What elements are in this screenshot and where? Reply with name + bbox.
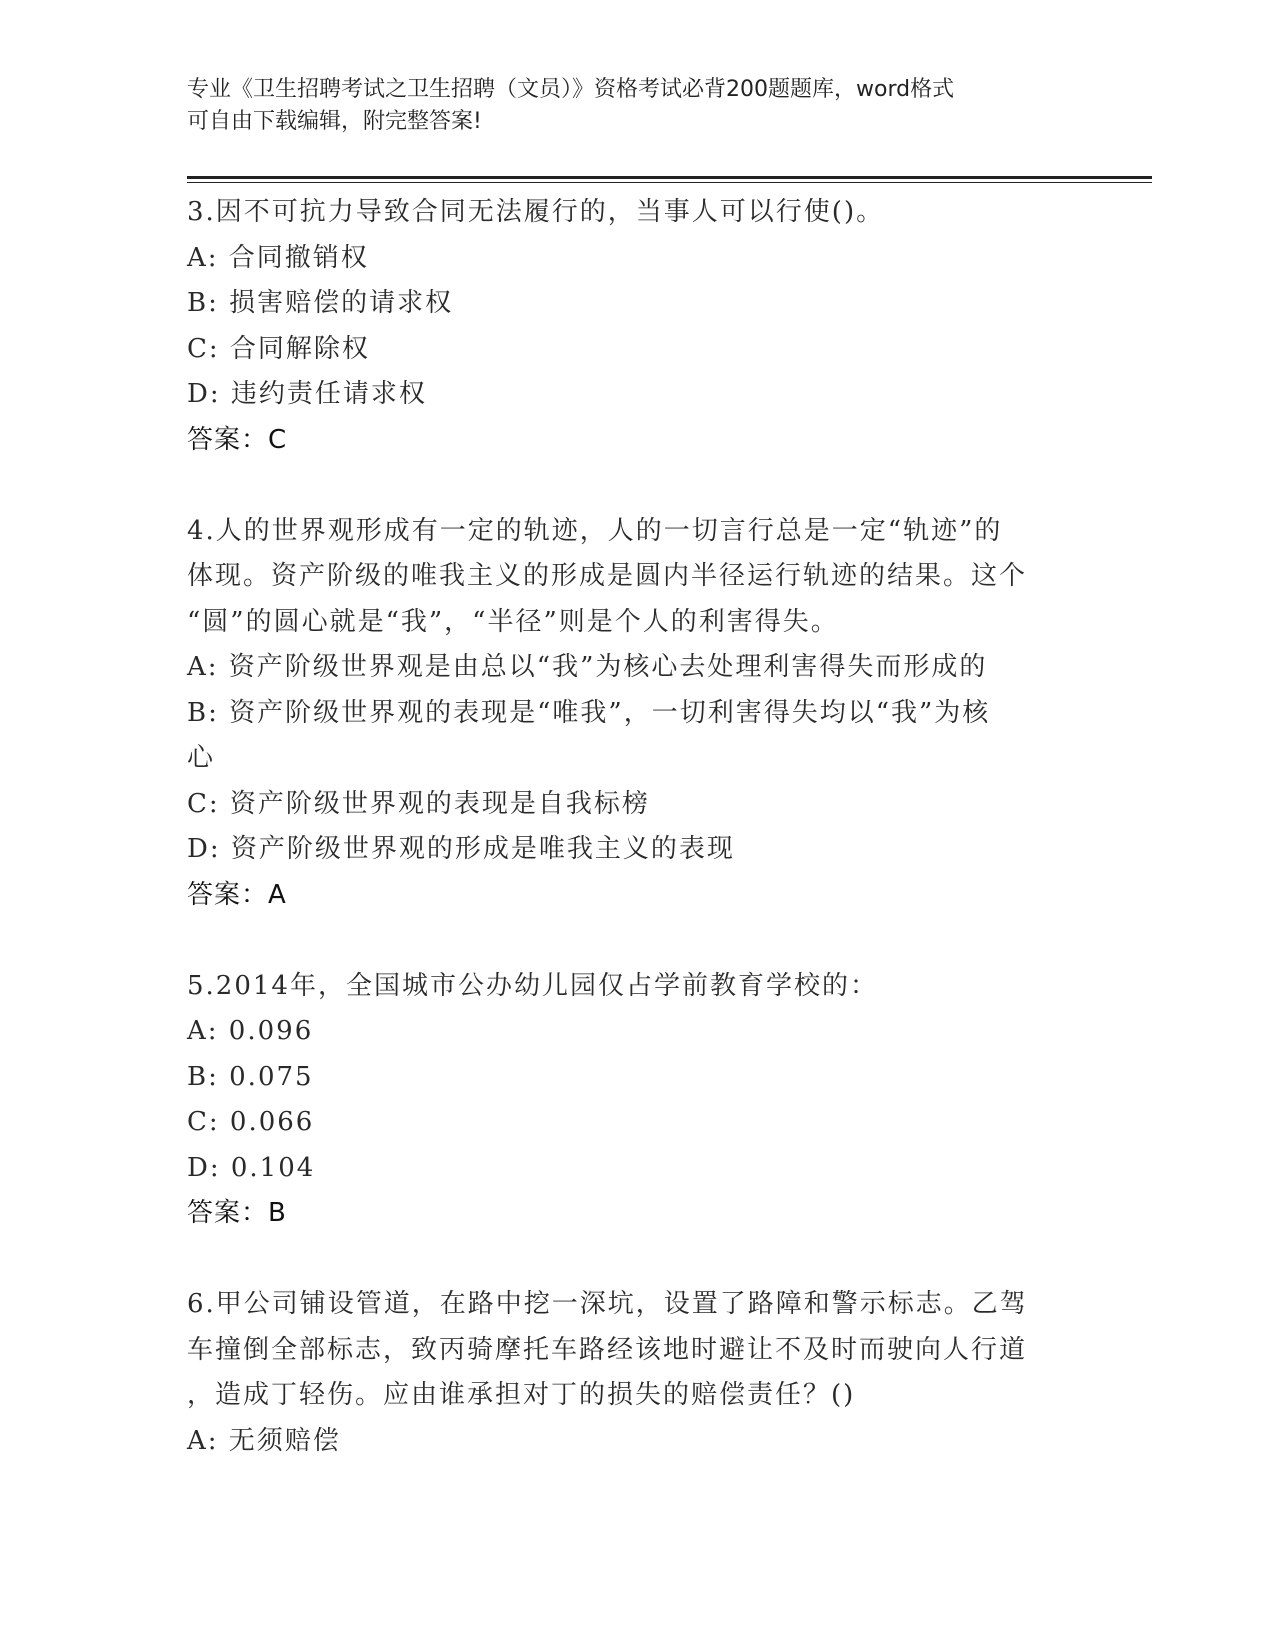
- option-c: C: 资产阶级世界观的表现是自我标榜: [187, 788, 650, 819]
- option-b: B: 资产阶级世界观的表现是“唯我”，一切利害得失均以“我”为核: [187, 697, 991, 728]
- question-stem-line: “圆”的圆心就是“我”，“半径”则是个人的利害得失。: [187, 606, 839, 637]
- question-3: [187, 190, 1067, 463]
- option-b-continued: 心: [187, 743, 216, 773]
- option-a: A: 0.096: [187, 1016, 314, 1046]
- answer-label: 答案：A: [187, 879, 287, 910]
- question-stem-line: 6.甲公司铺设管道，在路中挖一深坑，设置了路障和警示标志。乙驾: [187, 1289, 1028, 1319]
- question-6: [187, 1282, 1067, 1464]
- option-c: C: 0.066: [187, 1107, 315, 1137]
- option-a: A: 无须赔偿: [187, 1425, 341, 1456]
- question-5: [187, 964, 1067, 1237]
- header-title-line-2: 可自由下载编辑，附完整答案!: [187, 109, 482, 134]
- option-b: B: 0.075: [187, 1061, 314, 1092]
- question-stem-line: 4.人的世界观形成有一定的轨迹，人的一切言行总是一定“轨迹”的: [187, 515, 1003, 546]
- header-divider-thin: [187, 182, 1152, 183]
- question-stem: 3.因不可抗力导致合同无法履行的，当事人可以行使()。: [187, 197, 885, 227]
- option-d: D: 违约责任请求权: [187, 379, 427, 409]
- question-4: [187, 509, 1067, 919]
- option-c: C: 合同解除权: [187, 333, 370, 364]
- option-d: D: 资产阶级世界观的形成是唯我主义的表现: [187, 834, 735, 864]
- question-spacer: [187, 1237, 1067, 1283]
- header-title-line-1: 专业《卫生招聘考试之卫生招聘（文员）》资格考试必背200题题库，word格式: [187, 77, 955, 102]
- question-stem-line: 体现。资产阶级的唯我主义的形成是圆内半径运行轨迹的结果。这个: [187, 561, 1028, 591]
- question-spacer: [187, 463, 1067, 509]
- question-spacer: [187, 918, 1067, 964]
- option-a: A: 合同撤销权: [187, 242, 369, 273]
- question-stem-line: 车撞倒全部标志，致丙骑摩托车路经该地时避让不及时而驶向人行道: [187, 1334, 1028, 1365]
- answer-label: 答案：C: [187, 424, 288, 455]
- document-header: [187, 74, 1067, 138]
- question-stem-line: ，造成丁轻伤。应由谁承担对丁的损失的赔偿责任？(): [187, 1380, 856, 1410]
- answer-label: 答案：B: [187, 1198, 287, 1228]
- header-divider-thick: [187, 176, 1152, 179]
- option-b: B: 损害赔偿的请求权: [187, 288, 454, 318]
- question-list: [187, 190, 1067, 1464]
- option-a: A: 资产阶级世界观是由总以“我”为核心去处理利害得失而形成的: [187, 652, 988, 682]
- option-d: D: 0.104: [187, 1152, 316, 1183]
- question-stem: 5.2014年，全国城市公办幼儿园仅占学前教育学校的：: [187, 970, 878, 1001]
